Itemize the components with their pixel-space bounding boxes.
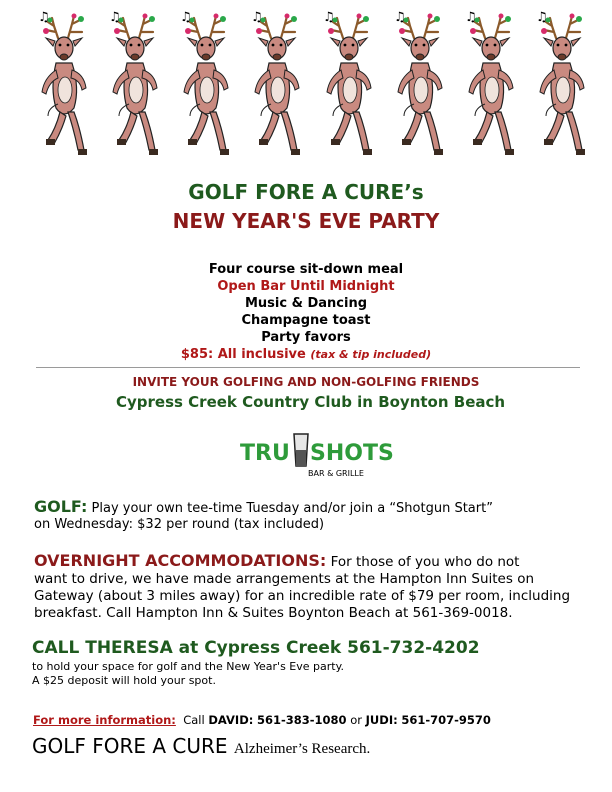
golf-label: GOLF:	[34, 497, 88, 516]
detail-item: Open Bar Until Midnight	[217, 279, 395, 294]
call-heading: CALL THERESA at Cypress Creek 561-732-4202	[32, 638, 480, 658]
judi-label: JUDI:	[365, 713, 398, 727]
detail-item: Party favors	[261, 330, 351, 345]
more-info-label: For more information:	[33, 713, 176, 727]
call-line-1: to hold your space for golf and the New Year's Eve party.	[32, 660, 345, 673]
reindeer-illustration	[461, 8, 523, 160]
overnight-text-line-2: want to drive, we have made arrangements at the Hampton Inn Suites on	[34, 571, 535, 587]
logo-text-left: TRU	[240, 441, 290, 466]
call-details	[32, 660, 344, 688]
reindeer-illustration	[390, 8, 452, 160]
golf-text-line-1: Play your own tee-time Tuesday and/or join a “Shotgun Start”	[91, 501, 493, 516]
price: $85: All inclusive	[180, 347, 306, 362]
price-note: (tax & tip included)	[310, 348, 432, 361]
detail-item: Music & Dancing	[244, 296, 368, 311]
price-line	[0, 346, 612, 363]
tru-shots-logo	[236, 426, 394, 482]
invite-line: INVITE YOUR GOLFING AND NON-GOLFING FRIENDS	[132, 375, 480, 389]
overnight-text-line-3: Gateway (about 3 miles away) for an incredible rate of $79 per room, including	[34, 588, 571, 604]
more-info-call: Call	[183, 713, 205, 727]
footer-org: GOLF FORE A CURE	[32, 734, 228, 758]
david-label: DAVID:	[208, 713, 254, 727]
detail-item: Champagne toast	[241, 313, 371, 328]
reindeer-illustration	[105, 8, 167, 160]
judi-phone: 561-707-9570	[401, 713, 491, 727]
overnight-section	[34, 552, 594, 622]
footer	[32, 734, 370, 758]
venue-line: Cypress Creek Country Club in Boynton Beach	[116, 393, 506, 411]
reindeer-illustration	[319, 8, 381, 160]
golf-section	[34, 499, 594, 533]
reindeer-illustration	[34, 8, 96, 160]
golf-text-line-2: on Wednesday: $32 per round (tax included)	[34, 517, 325, 532]
overnight-text-line-1: For those of you who do not	[330, 554, 520, 570]
title-line-2: NEW YEAR'S EVE PARTY	[172, 209, 440, 233]
more-info	[33, 713, 491, 727]
reindeer-illustration	[247, 8, 309, 160]
more-info-or: or	[350, 713, 362, 727]
reindeer-illustration	[176, 8, 238, 160]
call-line-2: A $25 deposit will hold your spot.	[32, 674, 216, 687]
overnight-text-line-4: breakfast. Call Hampton Inn & Suites Boynton Beach at 561-369-0018.	[34, 605, 513, 621]
party-details	[0, 261, 612, 363]
reindeer-banner	[34, 8, 594, 160]
divider	[36, 367, 580, 368]
title-line-1: GOLF FORE A CURE’s	[188, 180, 424, 204]
logo-text-right: SHOTS	[310, 441, 394, 466]
reindeer-illustration	[532, 8, 594, 160]
detail-item: Four course sit-down meal	[208, 262, 404, 277]
overnight-label: OVERNIGHT ACCOMMODATIONS:	[34, 551, 327, 570]
logo-subtitle: BAR & GRILLE	[308, 469, 364, 478]
david-phone: 561-383-1080	[257, 713, 347, 727]
footer-cause: Alzheimer’s Research.	[233, 741, 371, 757]
